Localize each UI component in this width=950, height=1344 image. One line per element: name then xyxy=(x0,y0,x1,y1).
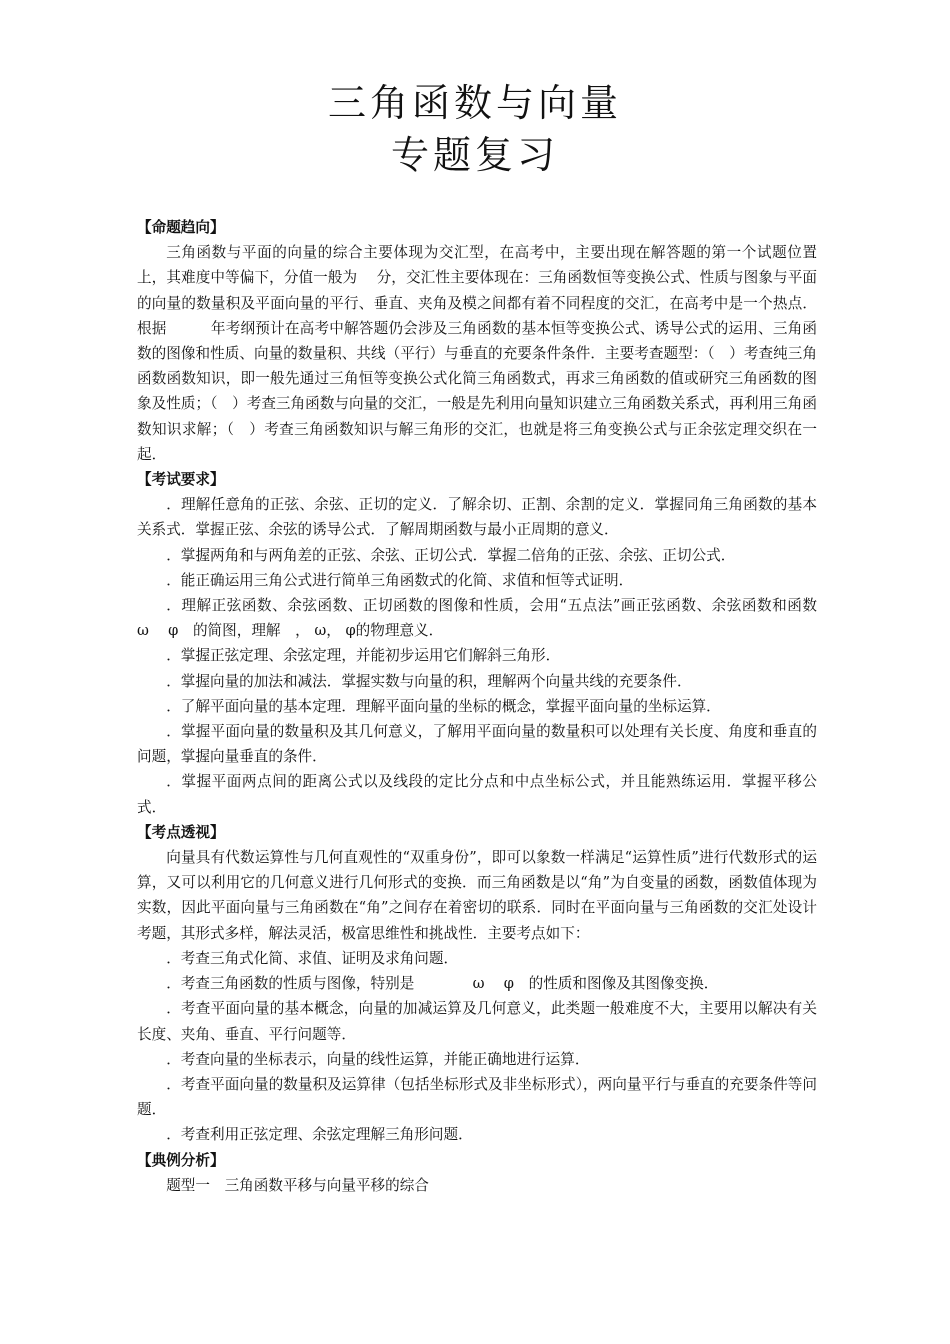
document-body xyxy=(137,215,876,1198)
section-heading-trend: 【命题趋向】 xyxy=(137,219,225,236)
requirement-item: ．掌握两角和与两角差的正弦、余弦、正切公式．掌握二倍角的正弦、余弦、正切公式． xyxy=(166,546,736,564)
requirement-item: ．掌握平面向量的数量积及其几何意义，了解用平面向量的数量积可以处理有关长度、角度和垂直的问题，掌握向量垂直的条件． xyxy=(137,723,817,766)
point-item: ．考查平面向量的数量积及运算律（包括坐标形式及非坐标形式），两向量平行与垂直的充要条件等问题． xyxy=(137,1075,817,1119)
section-heading-examples: 【典例分析】 xyxy=(137,1151,225,1169)
requirement-item: ．掌握正弦定理、余弦定理，并能初步运用它们解斜三角形． xyxy=(166,647,561,665)
requirement-item: ．理解任意角的正弦、余弦、正切的定义．了解余切、正割、余割的定义．掌握同角三角函数的基本关系式．掌握正弦、余弦的诱导公式．了解周期函数与最小正周期的意义． xyxy=(137,496,817,539)
example-type-heading: 题型一 三角函数平移与向量平移的综合 xyxy=(166,1176,429,1194)
page-title: 三角函数与向量 xyxy=(327,81,622,125)
point-item: ．考查三角函数的性质与图像，特别是 ω φ 的性质和图像及其图像变换． xyxy=(166,975,719,993)
requirement-item: ．掌握向量的加法和减法．掌握实数与向量的积，理解两个向量共线的充要条件． xyxy=(166,672,692,690)
point-item: ．考查向量的坐标表示，向量的线性运算，并能正确地进行运算． xyxy=(166,1050,590,1068)
trend-paragraph: 三角函数与平面的向量的综合主要体现为交汇型，在高考中，主要出现在解答题的第一个试题位置上，其难度中等偏下，分值一般为 分，交汇性主要体现在：三角函数恒等变换公式、性质与图象与平面的向量的数量积及平面向量的平行、垂直、夹角及模之间都有着不同程度的交汇，在高考中是一个热点．根据 年考纲预计在高考中解答题仍会涉及三角函数的基本恒等变换公式、诱导公式的运用、三角函数的图像和性质、向量的数量积、共线（平行）与垂直的充要条件条件．主要考查题型：（ ）考查纯三角函数函数知识，即一般先通过三角恒等变换公式化简三角函数式，再求三角函数的值或研究三角函数的图象及性质；（ ）考查三角函数与向量的交汇，一般是先利用向量知识建立三角函数关系式，再利用三角函数知识求解；（ ）考查三角函数知识与解三角形的交汇，也就是将三角变换公式与正余弦定理交织在一起． xyxy=(137,244,817,463)
requirement-item: ．了解平面向量的基本定理．理解平面向量的坐标的概念，掌握平面向量的坐标运算． xyxy=(166,697,721,715)
page-subtitle: 专题复习 xyxy=(390,133,559,177)
section-heading-requirements: 【考试要求】 xyxy=(137,471,225,489)
section-heading-points: 【考点透视】 xyxy=(137,823,225,841)
requirement-item: ．理解正弦函数、余弦函数、正切函数的图像和性质，会用“五点法”画正弦函数、余弦函数和函数 ω φ 的简图，理解 ， ω， φ的物理意义． xyxy=(137,597,876,640)
points-paragraph: 向量具有代数运算性与几何直观性的“双重身份”，即可以象数一样满足“运算性质”进行代数形式的运算，又可以利用它的几何意义进行几何形式的变换．而三角函数是以“角”为自变量的函数，函数值体现为实数，因此平面向量与三角函数在“角”之间存在着密切的联系．同时在平面向量与三角函数的交汇处设计考题，其形式多样，解法灵活，极富思维性和挑战性．主要考点如下： xyxy=(137,849,817,942)
point-item: ．考查三角式化简、求值、证明及求角问题． xyxy=(166,949,459,967)
requirement-item: ．掌握平面两点间的距离公式以及线段的定比分点和中点坐标公式，并且能熟练运用．掌握平移公式． xyxy=(137,773,817,816)
point-item: ．考查利用正弦定理、余弦定理解三角形问题． xyxy=(166,1126,473,1144)
requirement-item: ．能正确运用三角公式进行简单三角函数式的化简、求值和恒等式证明． xyxy=(166,571,634,589)
point-item: ．考查平面向量的基本概念，向量的加减运算及几何意义，此类题一般难度不大，主要用以解决有关长度、夹角、垂直、平行问题等． xyxy=(137,1000,817,1043)
